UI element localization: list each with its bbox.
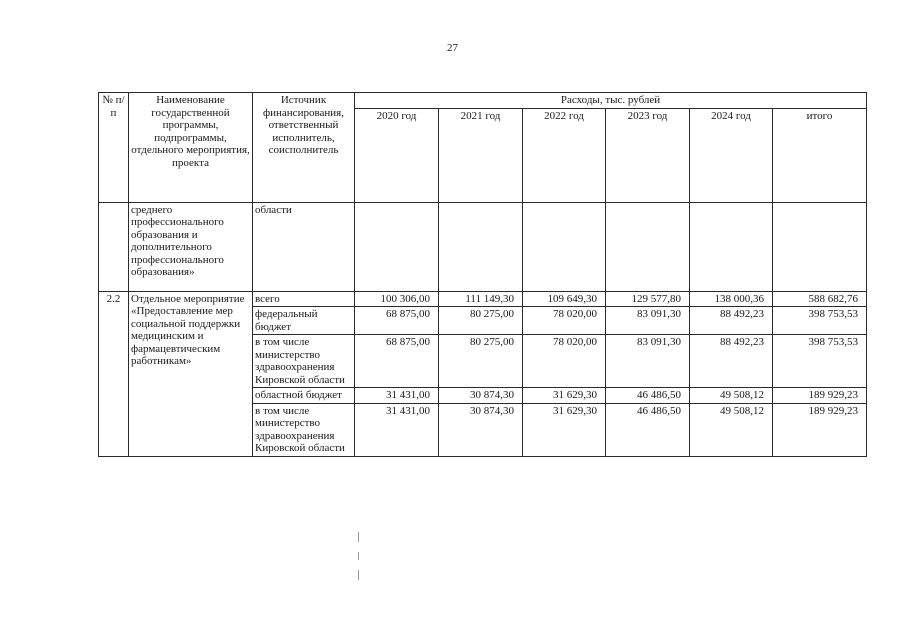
cell-value: 138 000,36 [690,291,773,307]
cell-value: 46 486,50 [606,388,690,404]
header-total: итого [773,108,867,202]
cell-value: 49 508,12 [690,403,773,456]
cell-value: 31 629,30 [523,403,606,456]
row-source: федеральный бюджет [253,307,355,335]
item-num: 2.2 [99,291,129,456]
cell-value: 83 091,30 [606,335,690,388]
cell-value: 78 020,00 [523,307,606,335]
scan-speck [358,552,359,560]
row-source: областной бюджет [253,388,355,404]
header-row [99,93,867,109]
cell-value: 100 306,00 [355,291,439,307]
header-year: 2021 год [439,108,523,202]
header-year: 2022 год [523,108,606,202]
item-name: Отдельное мероприятие «Предоставление мер социальной поддержки медицинским и фармацевтическим работникам» [129,291,253,456]
cell-value: 88 492,23 [690,335,773,388]
cell-value: 30 874,30 [439,388,523,404]
header-year: 2024 год [690,108,773,202]
row-source: всего [253,291,355,307]
header-year: 2023 год [606,108,690,202]
cell-total: 398 753,53 [773,335,867,388]
header-num: № п/п [99,93,129,203]
cell-value: 31 431,00 [355,388,439,404]
cell-total: 189 929,23 [773,388,867,404]
cell-value: 78 020,00 [523,335,606,388]
cell-total: 588 682,76 [773,291,867,307]
cell-value: 80 275,00 [439,307,523,335]
page-number: 27 [447,42,458,54]
cell-value: 30 874,30 [439,403,523,456]
cell-value: 68 875,00 [355,335,439,388]
scan-speck [358,570,359,580]
table-row [99,291,867,307]
row-source: в том числе министерство здравоохранения Кировской области [253,335,355,388]
header-expenses: Расходы, тыс. рублей [355,93,867,109]
cell-value: 80 275,00 [439,335,523,388]
cell-value: 68 875,00 [355,307,439,335]
scan-speck [358,532,359,542]
continuation-name: среднего профессионального образования и дополнительного профессионального образования» [129,202,253,291]
cell-value: 88 492,23 [690,307,773,335]
cell-value: 83 091,30 [606,307,690,335]
cell-value: 46 486,50 [606,403,690,456]
header-year: 2020 год [355,108,439,202]
row-source: в том числе министерство здравоохранения Кировской области [253,403,355,456]
cell-total: 189 929,23 [773,403,867,456]
cell-total: 398 753,53 [773,307,867,335]
cell-value: 109 649,30 [523,291,606,307]
continuation-source: области [253,202,355,291]
header-name: Наименование государственной программы, подпрограммы, отдельного мероприятия, проекта [129,93,253,203]
cell-value: 129 577,80 [606,291,690,307]
cell-value: 31 629,30 [523,388,606,404]
cell-value: 31 431,00 [355,403,439,456]
budget-table [98,92,867,457]
continuation-row [99,202,867,291]
header-source: Источник финансирования, ответственный исполнитель, соисполнитель [253,93,355,203]
cell-value: 111 149,30 [439,291,523,307]
cell-value: 49 508,12 [690,388,773,404]
